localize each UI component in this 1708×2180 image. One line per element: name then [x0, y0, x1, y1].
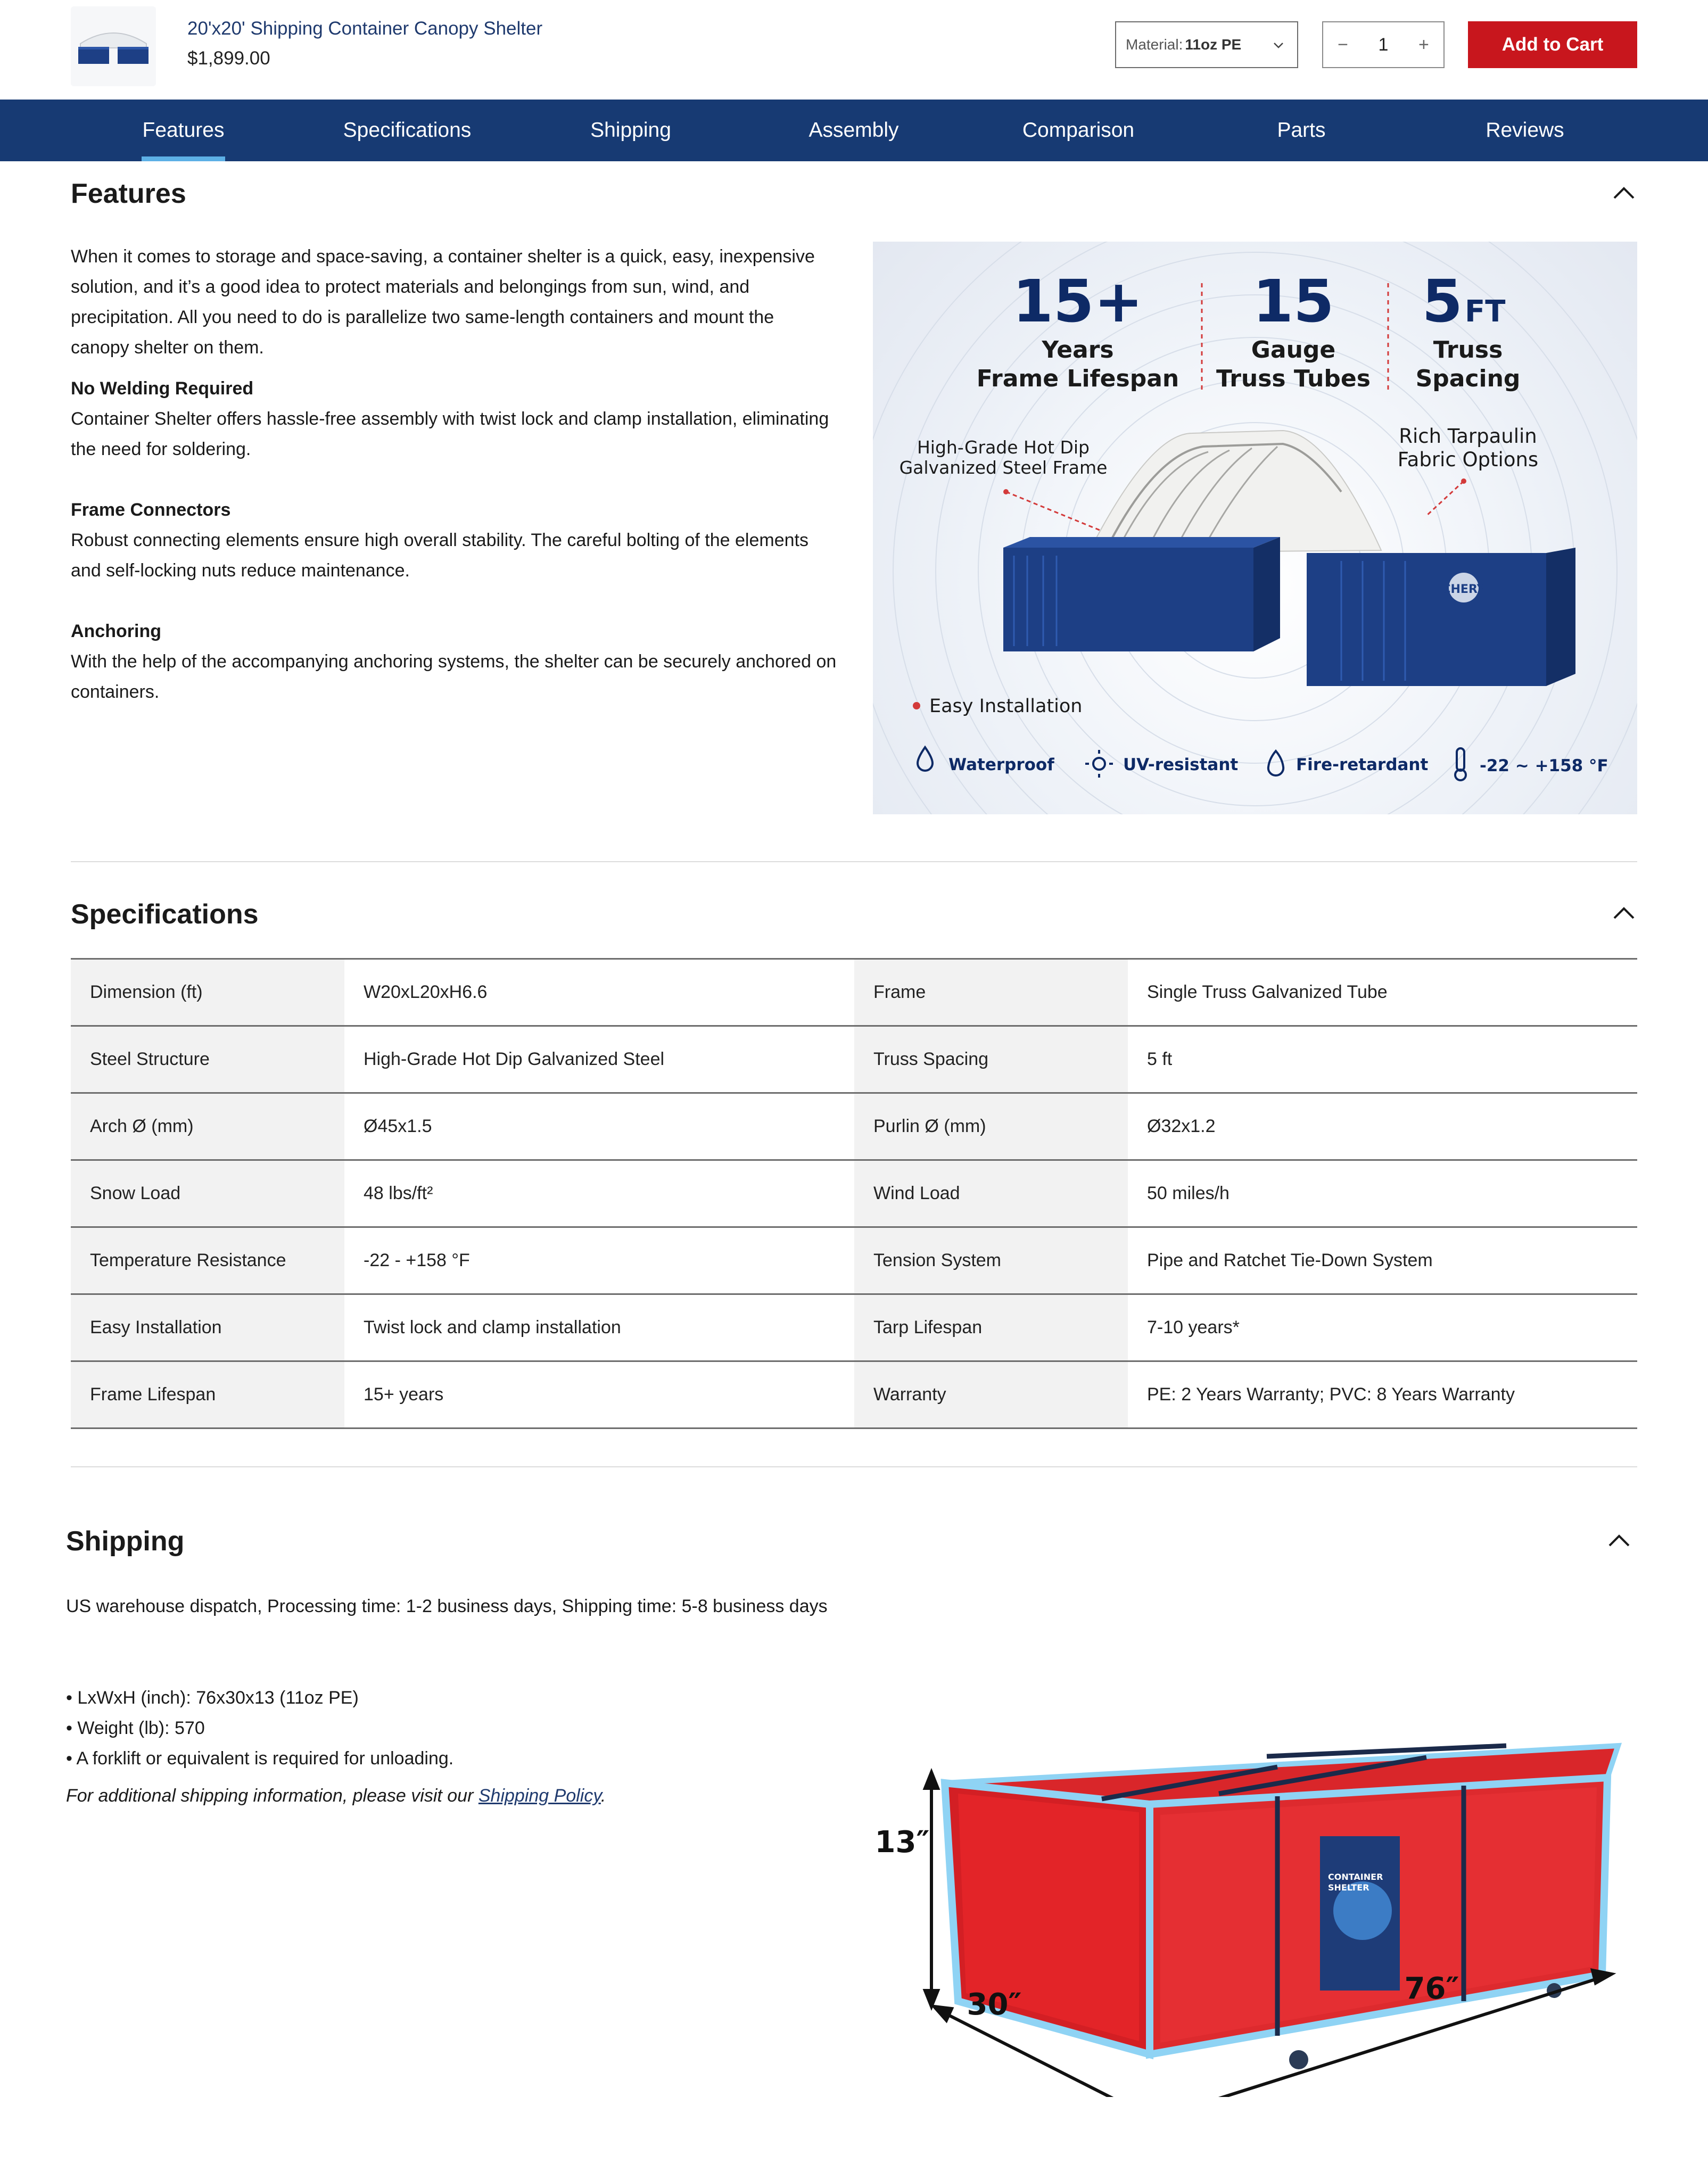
features-infographic	[873, 242, 1637, 814]
material-select[interactable]	[1115, 21, 1298, 68]
badge-label: Fire-retardant	[1296, 755, 1429, 774]
table-row	[71, 1093, 1637, 1160]
spec-label: Frame Lifespan	[71, 1361, 344, 1428]
feature-text: With the help of the accompanying anchoring systems, the shelter can be securely anchored on containers.	[71, 651, 837, 702]
stat-label: Truss	[1433, 336, 1503, 364]
section-divider	[71, 1466, 1637, 1467]
badge-label: UV-resistant	[1123, 755, 1239, 774]
brand-logo-text: CHERY	[1442, 583, 1486, 596]
spec-value: Pipe and Ratchet Tie-Down System	[1128, 1227, 1637, 1294]
shipping-policy-link[interactable]: Shipping Policy	[478, 1786, 601, 1806]
spec-label: Dimension (ft)	[71, 959, 344, 1026]
list-item: • LxWxH (inch): 76x30x13 (11oz PE)	[66, 1688, 359, 1708]
chevron-down-icon	[1269, 36, 1288, 54]
chevron-up-icon[interactable]	[1606, 1533, 1632, 1549]
crate-illustration	[852, 1724, 1661, 2097]
spec-value: -22 - +158 °F	[344, 1227, 854, 1294]
spec-label: Steel Structure	[71, 1026, 344, 1093]
spec-value: 50 miles/h	[1128, 1160, 1637, 1227]
specifications-heading: Specifications	[71, 899, 259, 930]
stat-label: Gauge	[1251, 336, 1336, 364]
spec-label: Wind Load	[854, 1160, 1128, 1227]
crate-label-text: CONTAINER	[1328, 1872, 1383, 1882]
spec-label: Snow Load	[71, 1160, 344, 1227]
section-nav	[0, 100, 1708, 161]
tab-reviews[interactable]: Reviews	[1486, 119, 1564, 142]
add-to-cart-button[interactable]: Add to Cart	[1468, 21, 1637, 68]
stat-label: Years	[1042, 336, 1114, 364]
table-row	[71, 1026, 1637, 1093]
quantity-stepper	[1322, 21, 1445, 68]
product-title[interactable]: 20'x20' Shipping Container Canopy Shelter	[187, 18, 543, 39]
tab-assembly[interactable]: Assembly	[808, 119, 899, 142]
features-heading: Features	[71, 178, 186, 209]
badge-label: Waterproof	[948, 755, 1054, 774]
feature-item	[71, 495, 837, 586]
material-value: 11oz PE	[1185, 36, 1242, 53]
easy-installation-label: Easy Installation	[929, 696, 1083, 717]
spec-label: Tarp Lifespan	[854, 1294, 1128, 1361]
stat-label: Frame Lifespan	[976, 365, 1179, 392]
spec-value: 15+ years	[344, 1361, 854, 1428]
thermometer-icon	[1455, 748, 1466, 780]
tab-specifications[interactable]: Specifications	[343, 119, 472, 142]
shipping-policy-note	[66, 1786, 606, 1806]
callout-text: Rich Tarpaulin	[1399, 425, 1537, 448]
spec-label: Easy Installation	[71, 1294, 344, 1361]
feature-heading: Anchoring	[71, 621, 161, 641]
spec-label: Tension System	[854, 1227, 1128, 1294]
spec-label: Temperature Resistance	[71, 1227, 344, 1294]
height-dimension-label: 13″	[874, 1825, 930, 1860]
chevron-up-icon[interactable]	[1611, 905, 1637, 921]
product-price: $1,899.00	[187, 48, 270, 69]
material-label: Material:	[1126, 36, 1183, 53]
badge-label: -22 ~ +158 °F	[1480, 756, 1608, 775]
feature-text: Container Shelter offers hassle-free assembly with twist lock and clamp installation, eliminating the need for soldering.	[71, 409, 829, 459]
stat-value: 15+	[1012, 267, 1143, 335]
spec-value: High-Grade Hot Dip Galvanized Steel	[344, 1026, 854, 1093]
table-row	[71, 959, 1637, 1026]
callout-text: Galvanized Steel Frame	[899, 457, 1108, 478]
stat-value: 5	[1422, 267, 1463, 335]
quantity-input[interactable]: 1	[1378, 34, 1389, 55]
quantity-increase-button[interactable]: +	[1418, 34, 1429, 55]
callout-text: High-Grade Hot Dip	[917, 437, 1090, 458]
tab-features[interactable]: Features	[142, 100, 225, 161]
table-row	[71, 1227, 1637, 1294]
waterproof-icon	[918, 747, 933, 771]
spec-value: Single Truss Galvanized Tube	[1128, 959, 1637, 1026]
length-dimension-label: 76″	[1404, 1971, 1459, 2006]
note-text: For additional shipping information, please visit our	[66, 1786, 478, 1806]
table-row	[71, 1294, 1637, 1361]
spec-value: PE: 2 Years Warranty; PVC: 8 Years Warranty	[1128, 1361, 1637, 1428]
feature-item	[71, 374, 837, 465]
crate-label-text: SHELTER	[1328, 1882, 1369, 1893]
spec-value: 5 ft	[1128, 1026, 1637, 1093]
shipping-intro: US warehouse dispatch, Processing time: 1-2 business days, Shipping time: 5-8 business days	[66, 1596, 828, 1616]
stat-value: 15	[1252, 267, 1334, 335]
spec-label: Purlin Ø (mm)	[854, 1093, 1128, 1160]
quantity-decrease-button[interactable]: −	[1338, 34, 1348, 55]
spec-value: 7-10 years*	[1128, 1294, 1637, 1361]
stat-unit: FT	[1465, 294, 1506, 329]
tab-parts[interactable]: Parts	[1277, 119, 1326, 142]
list-item: • Weight (lb): 570	[66, 1718, 205, 1738]
shipping-details	[66, 1683, 453, 1774]
flame-icon	[1268, 751, 1283, 775]
spec-label: Arch Ø (mm)	[71, 1093, 344, 1160]
spec-value: W20xL20xH6.6	[344, 959, 854, 1026]
features-intro: When it comes to storage and space-saving, a container shelter is a quick, easy, inexpensive solution, and it’s a good idea to protect materials and belongings from sun, wind, and precipitation. All you need to do is parallelize two same-length containers and mount the canopy shelter on them.	[71, 246, 815, 358]
callout-text: Fabric Options	[1397, 448, 1539, 471]
shelter-infographic-image	[873, 242, 1637, 814]
feature-item	[71, 616, 837, 707]
shipping-crate-image	[852, 1724, 1661, 2097]
spec-label: Warranty	[854, 1361, 1128, 1428]
spec-label: Truss Spacing	[854, 1026, 1128, 1093]
note-suffix: .	[600, 1786, 606, 1806]
spec-value: 48 lbs/ft²	[344, 1160, 854, 1227]
feature-heading: Frame Connectors	[71, 500, 231, 520]
feature-heading: No Welding Required	[71, 378, 254, 399]
table-row	[71, 1361, 1637, 1428]
shipping-heading: Shipping	[66, 1526, 185, 1557]
spec-value: Twist lock and clamp installation	[344, 1294, 854, 1361]
spec-value: Ø32x1.2	[1128, 1093, 1637, 1160]
stat-label: Spacing	[1415, 365, 1521, 392]
list-item: • A forklift or equivalent is required for unloading.	[66, 1748, 454, 1769]
tab-comparison[interactable]: Comparison	[1022, 119, 1135, 142]
product-header	[0, 0, 1708, 100]
table-row	[71, 1160, 1637, 1227]
specifications-table	[71, 958, 1637, 1429]
feature-text: Robust connecting elements ensure high overall stability. The careful bolting of the elements and self-locking nuts reduce maintenance.	[71, 530, 808, 581]
width-dimension-label: 30″	[967, 1987, 1022, 2022]
chevron-up-icon[interactable]	[1611, 185, 1637, 201]
spec-label: Frame	[854, 959, 1128, 1026]
tab-shipping[interactable]: Shipping	[590, 119, 671, 142]
product-thumbnail[interactable]	[71, 6, 156, 86]
spec-value: Ø45x1.5	[344, 1093, 854, 1160]
stat-label: Truss Tubes	[1216, 365, 1371, 392]
section-divider	[71, 861, 1637, 862]
container-shelter-thumbnail-icon	[71, 6, 156, 86]
